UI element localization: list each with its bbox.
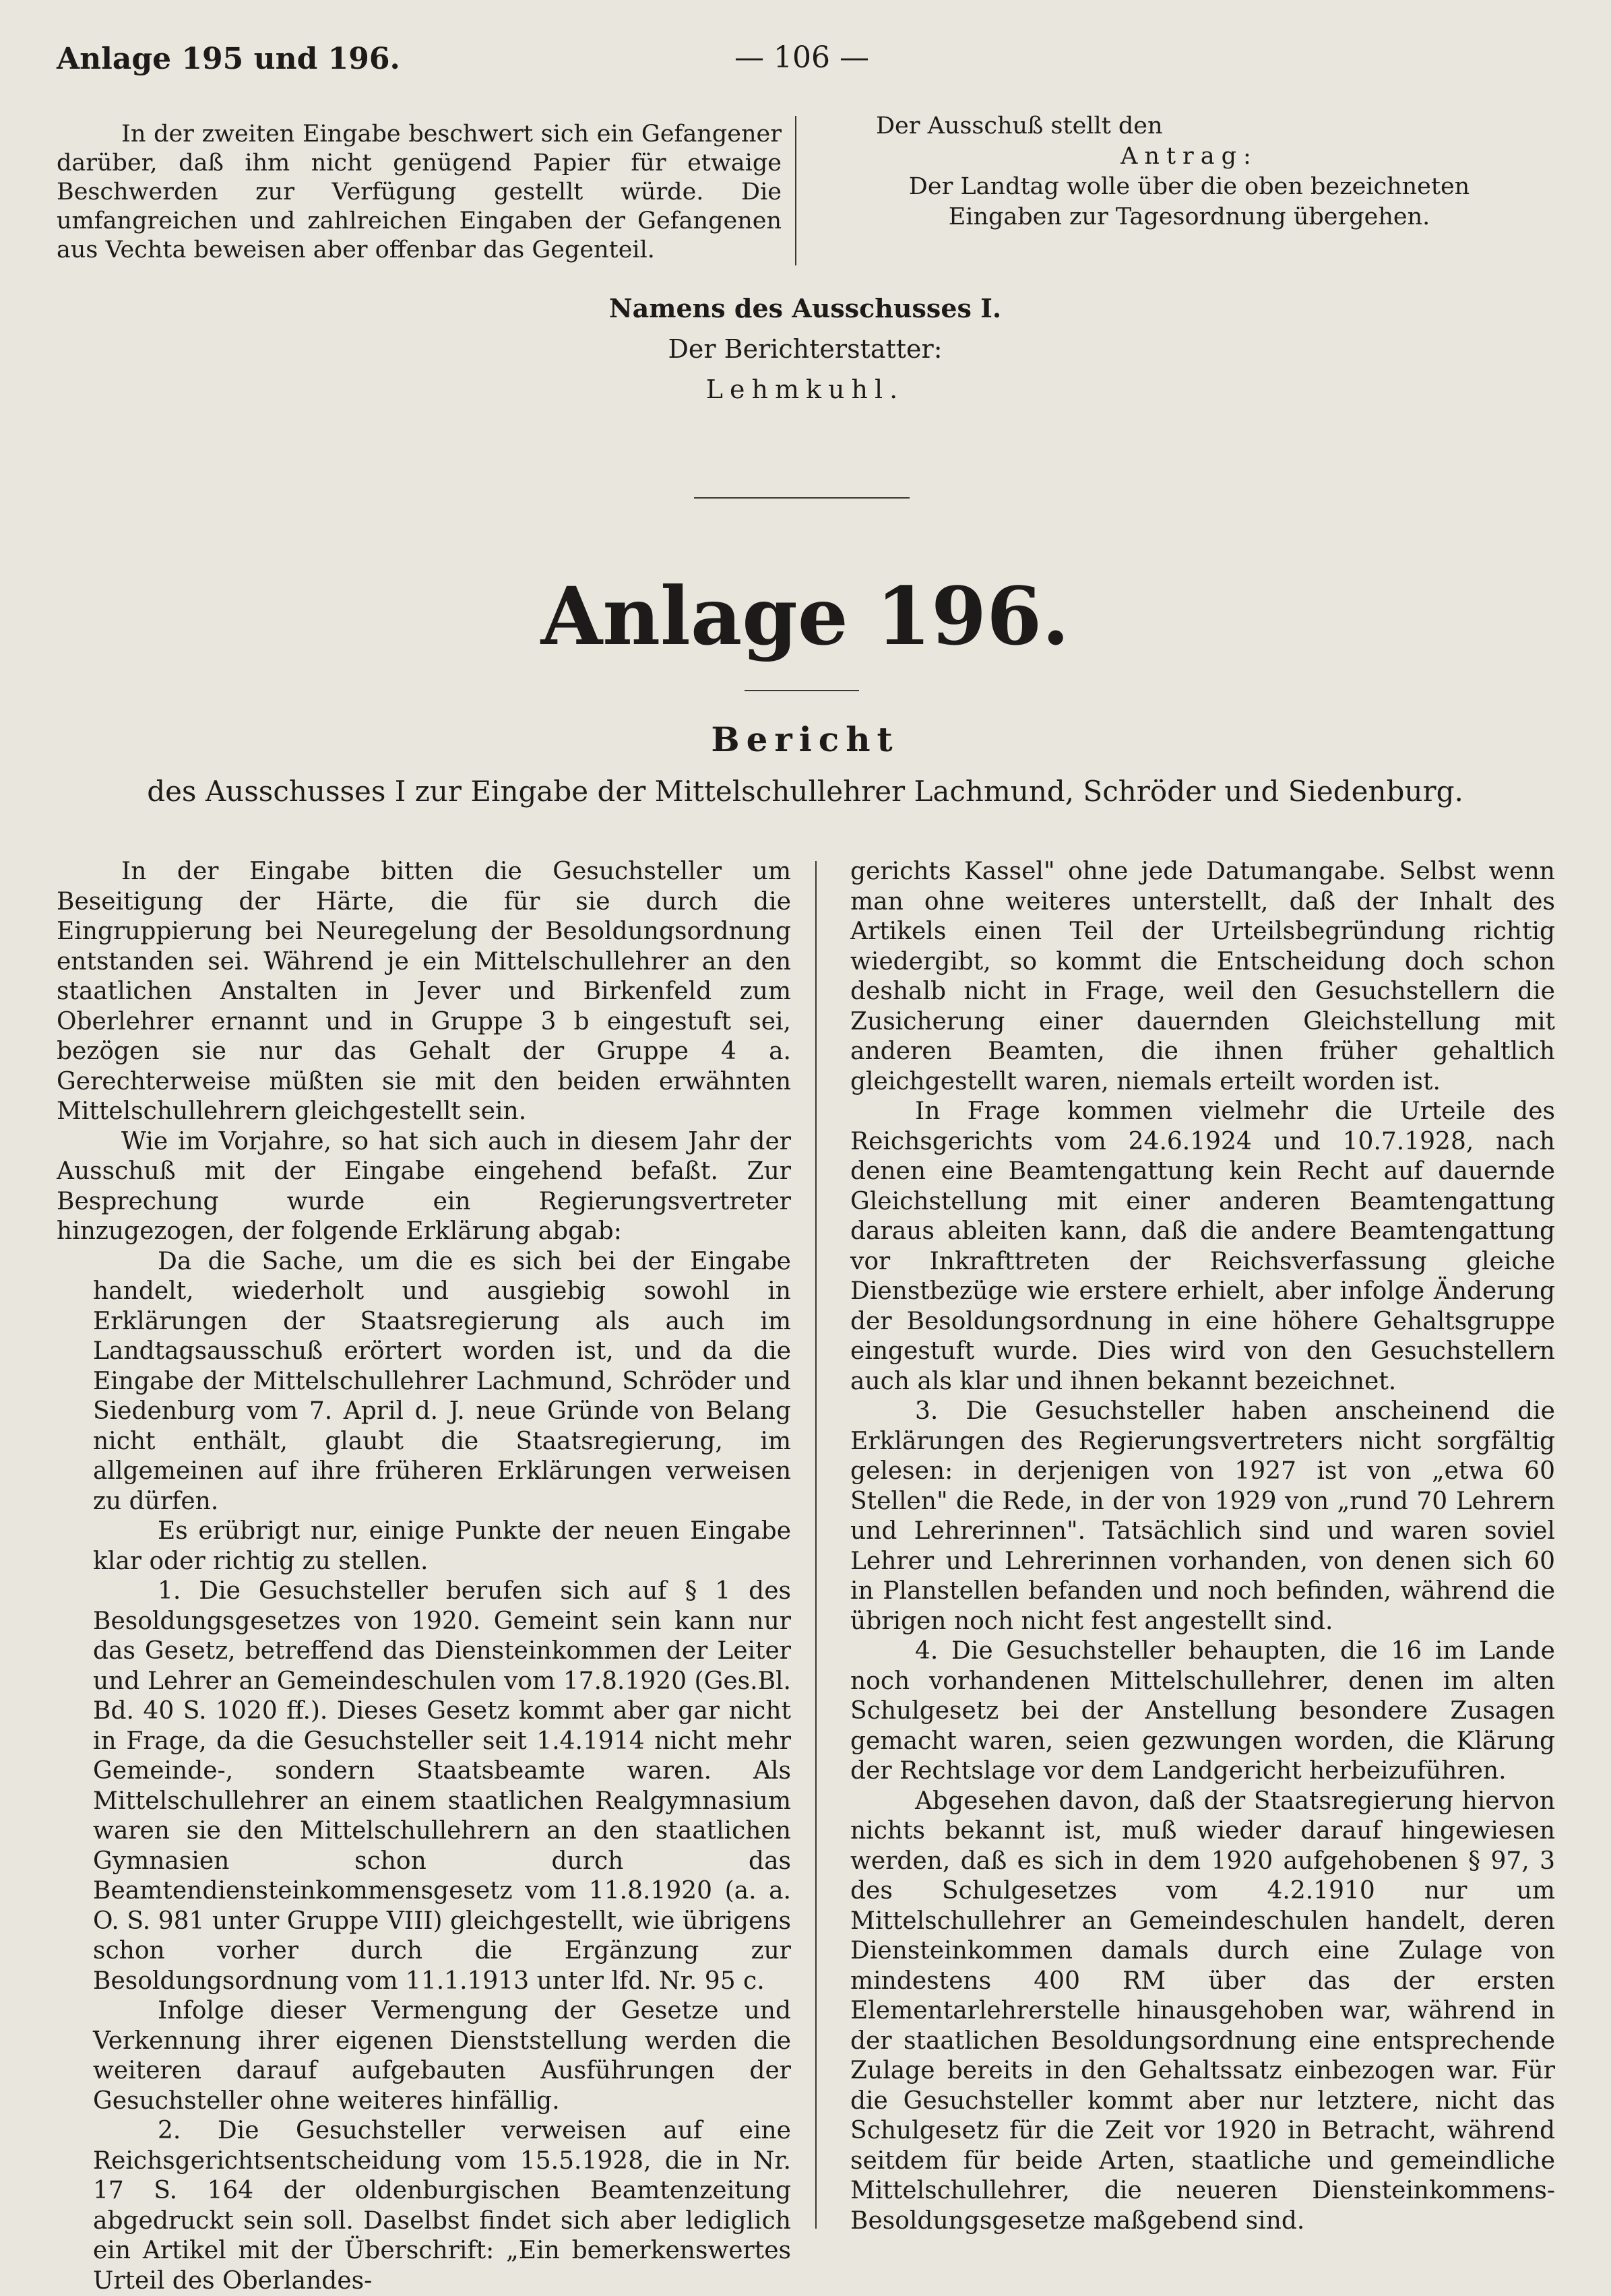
government-statement: [57, 1247, 791, 2296]
paragraph: Abgesehen davon, daß der Staatsregierung hiervon nichts bekannt ist, muß wieder darauf hingewiesen werden, daß es sich in dem 1920 aufgehobenen § 97, 3 des Schulgesetzes vom 4.2.1910 nur um Mittelschullehrer an Gemeindeschulen handelt, deren Diensteinkommen damals durch eine Zulage von mindestens 400 RM über das der ersten Elementarlehrerstelle hinausgehoben war, während in der staatlichen Besoldungsordnung eine entsprechende Zulage bereits in den Gehaltssatz einbezogen war. Für die Gesuchsteller kommt aber nur letztere, nicht das Schulgesetz für die Zeit vor 1920 in Betracht, während seitdem für beide Arten, staatliche und gemeindliche Mittelschullehrer, die neueren Diensteinkommens-Besoldungsgesetze maßgebend sind.: [850, 1787, 1555, 2237]
right-column: [850, 857, 1555, 2236]
signature-role: Der Berichterstatter:: [404, 329, 1206, 369]
title-underline: [745, 690, 859, 691]
prev-report-right-block: [822, 111, 1556, 232]
left-column: [57, 857, 791, 2296]
paragraph: In der zweiten Eingabe beschwert sich ein Gefangener darüber, daß ihm nicht genügend Papier für etwaige Beschwerden zur Verfügung gestellt würde. Die umfangreichen und zahlreichen Eingaben der Gefangenen aus Vechta beweisen aber offenbar das Gegenteil.: [57, 120, 782, 265]
document-title: Anlage 196.: [404, 573, 1206, 660]
column-divider-top: [795, 116, 796, 265]
motion-text: Der Landtag wolle über die oben bezeichneten Eingaben zur Tagesordnung übergehen.: [822, 172, 1556, 232]
report-subtitle: des Ausschusses I zur Eingabe der Mittelschullehrer Lachmund, Schröder und Siedenburg.: [101, 775, 1509, 808]
page-number: — 106 —: [701, 40, 903, 75]
prev-report-left-paragraph: [57, 120, 782, 265]
running-title: Anlage 195 und 196.: [57, 42, 400, 76]
paragraph: 2. Die Gesuchsteller verweisen auf eine Reichsgerichtsentscheidung vom 15.5.1928, die in Nr. 17 S. 164 der oldenburgischen Beamtenzeitung abgedruckt sein soll. Daselbst findet sich aber lediglich ein Artikel mit der Überschrift: „Ein bemerkenswertes Urteil des Oberlandes-: [93, 2116, 791, 2296]
paragraph: 4. Die Gesuchsteller behaupten, die 16 im Lande noch vorhandenen Mittelschullehrer, denen im alten Schulgesetz bei der Anstellung besondere Zusagen gemacht waren, seien gezwungen worden, die Klärung der Rechtslage vor dem Landgericht herbeizuführen.: [850, 1636, 1555, 1787]
section-separator: [694, 497, 910, 499]
paragraph: gerichts Kassel" ohne jede Datumangabe. Selbst wenn man ohne weiteres unterstellt, daß der Inhalt des Artikels einen Teil der Urteilsbegründung richtig wiedergibt, so kommt die Entscheidung doch schon deshalb nicht in Frage, weil den Gesuchstellern die Zusicherung einer dauernden Gleichstellung mit anderen Beamten, die ihnen früher gehaltlich gleichgestellt waren, niemals erteilt worden ist.: [850, 857, 1555, 1097]
signature-name: Lehmkuhl.: [404, 369, 1206, 410]
paragraph: Wie im Vorjahre, so hat sich auch in diesem Jahr der Ausschuß mit der Eingabe eingehend befaßt. Zur Besprechung wurde ein Regierungsvertreter hinzugezogen, der folgende Erklärung abgab:: [57, 1127, 791, 1247]
paragraph: In der Eingabe bitten die Gesuchsteller um Beseitigung der Härte, die für sie durch die Eingruppierung bei Neuregelung der Besoldungsordnung entstanden sei. Während je ein Mittelschullehrer an den staatlichen Anstalten in Jever und Birkenfeld zum Oberlehrer ernannt und in Gruppe 3 b eingestuft sei, bezögen sie nur das Gehalt der Gruppe 4 a. Gerechterweise müßten sie mit den beiden erwähnten Mittelschullehrern gleichgestellt sein.: [57, 857, 791, 1127]
motion-intro: Der Ausschuß stellt den: [822, 111, 1556, 141]
signature-committee: Namens des Ausschusses I.: [404, 288, 1206, 329]
motion-heading: Antrag:: [822, 141, 1556, 172]
paragraph: In Frage kommen vielmehr die Urteile des Reichsgerichts vom 24.6.1924 und 10.7.1928, nach denen eine Beamtengattung kein Recht auf dauernde Gleichstellung mit einer anderen Beamtengattung daraus ableiten kann, daß die andere Beamtengattung vor Inkrafttreten der Reichsverfassung gleiche Dienstbezüge wie erstere erhielt, aber infolge Änderung der Besoldungsordnung in eine höhere Gehaltsgruppe eingestuft wurde. Dies wird von den Gesuchstellern auch als klar und ihnen bekannt bezeichnet.: [850, 1097, 1555, 1397]
paragraph: Da die Sache, um die es sich bei der Eingabe handelt, wiederholt und ausgiebig sowohl in Erklärungen der Staatsregierung als auch im Landtagsausschuß erörtert worden ist, und da die Eingabe der Mittelschullehrer Lachmund, Schröder und Siedenburg vom 7. April d. J. neue Gründe von Belang nicht enthält, glaubt die Staatsregierung, im allgemeinen auf ihre früheren Erklärungen verweisen zu dürfen.: [93, 1247, 791, 1517]
paragraph: Infolge dieser Vermengung der Gesetze und Verkennung ihrer eigenen Dienststellung werden die weiteren darauf aufgebauten Ausführungen der Gesuchsteller ohne weiteres hinfällig.: [93, 1996, 791, 2116]
paragraph: Es erübrigt nur, einige Punkte der neuen Eingabe klar oder richtig zu stellen.: [93, 1517, 791, 1576]
signature-block: [404, 288, 1206, 410]
paragraph: 3. Die Gesuchsteller haben anscheinend die Erklärungen des Regierungsvertreters nicht sorgfältig gelesen: in derjenigen von 1927 ist von „etwa 60 Stellen" die Rede, in der von 1929 von „rund 70 Lehrern und Lehrerinnen". Tatsächlich sind und waren soviel Lehrer und Lehrerinnen vorhanden, von denen sich 60 in Planstellen befanden und noch befinden, während die übrigen noch nicht fest angestellt sind.: [850, 1397, 1555, 1636]
report-heading: Bericht: [404, 720, 1206, 759]
paragraph: 1. Die Gesuchsteller berufen sich auf § 1 des Besoldungsgesetzes von 1920. Gemeint sein kann nur das Gesetz, betreffend das Diensteinkommen der Leiter und Lehrer an Gemeindeschulen vom 17.8.1920 (Ges.Bl. Bd. 40 S. 1020 ff.). Dieses Gesetz kommt aber gar nicht in Frage, da die Gesuchsteller seit 1.4.1914 nicht mehr Gemeinde-, sondern Staatsbeamte waren. Als Mittelschullehrer an einem staatlichen Realgymnasium waren sie den Mittelschullehrern an den staatlichen Gymnasien schon durch das Beamtendiensteinkommensgesetz vom 11.8.1920 (a. a. O. S. 981 unter Gruppe VIII) gleichgestellt, wie übrigens schon vorher durch die Ergänzung zur Besoldungsordnung vom 11.1.1913 unter lfd. Nr. 95 c.: [93, 1576, 791, 1996]
column-divider: [815, 861, 817, 2229]
